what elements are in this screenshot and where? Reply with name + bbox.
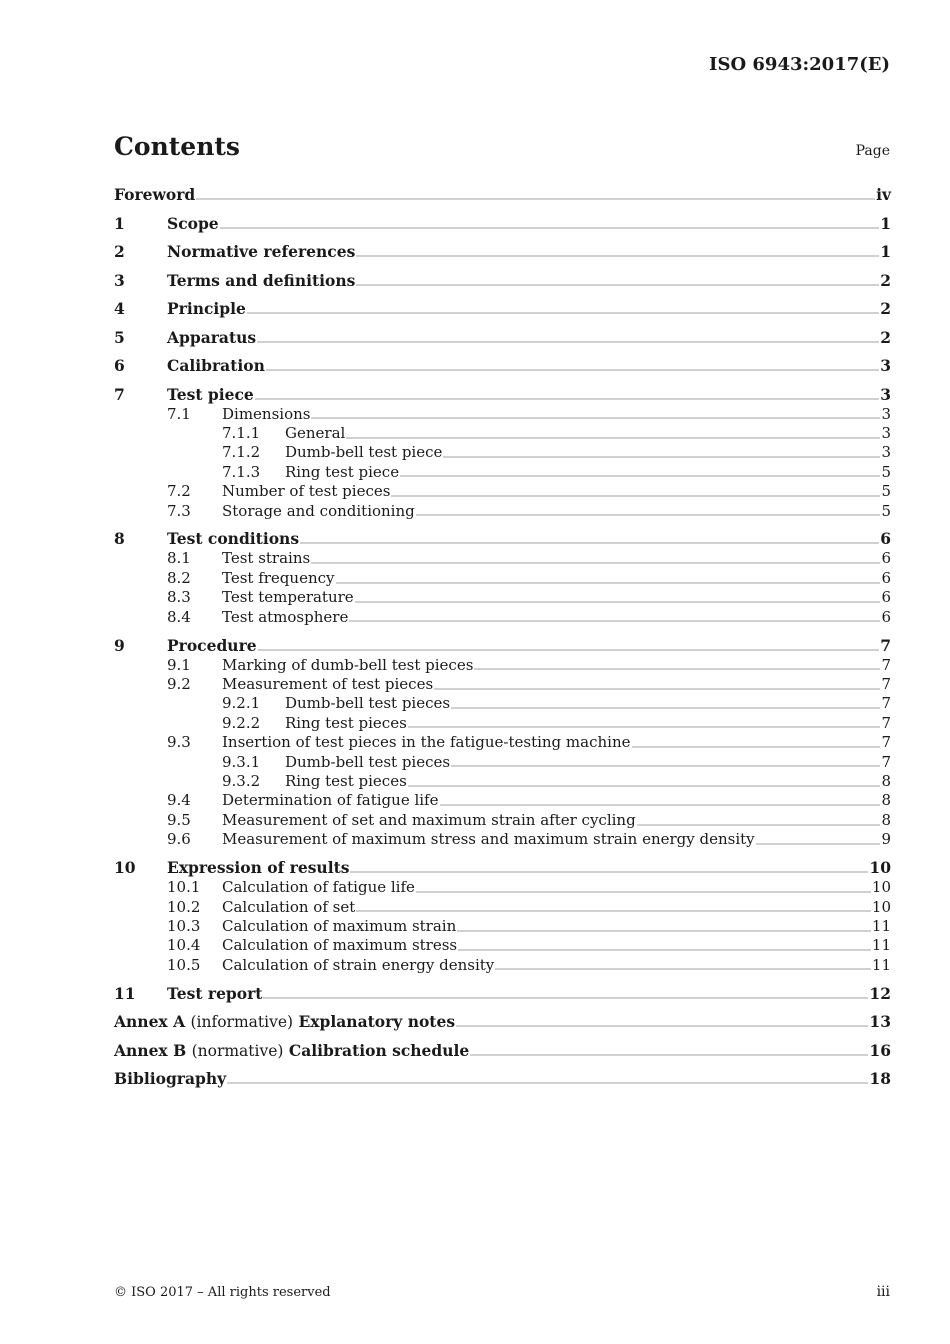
toc-entry-number: 8.3 xyxy=(167,588,191,607)
dot-leader xyxy=(451,764,880,768)
toc-entry[interactable] xyxy=(114,656,891,675)
toc-entry[interactable] xyxy=(114,753,891,772)
toc-entry-page: 5 xyxy=(881,462,891,481)
toc-entry[interactable] xyxy=(114,463,891,482)
toc-entry-title: Calculation of maximum stress xyxy=(222,936,458,955)
toc-entry-title: Test report xyxy=(167,983,263,1003)
toc-entry-number: 9.2.2 xyxy=(222,713,261,732)
dot-leader xyxy=(416,513,881,517)
toc-entry-title: Calculation of set xyxy=(222,897,356,916)
toc-entry-title: Dumb-bell test pieces xyxy=(285,694,451,713)
dot-leader xyxy=(247,311,879,315)
toc-entry-number: 9.3.1 xyxy=(222,752,261,771)
dot-leader xyxy=(311,416,880,420)
annex-label: Annex B xyxy=(114,1040,187,1060)
dot-leader xyxy=(350,870,868,874)
toc-entry-title xyxy=(114,1041,469,1061)
annex-title: Calibration schedule xyxy=(288,1040,470,1060)
dot-leader xyxy=(637,823,881,827)
toc-entry-number: 8.4 xyxy=(167,607,191,626)
toc-entry[interactable] xyxy=(114,1069,891,1089)
toc-entry-page: 7 xyxy=(880,635,891,655)
toc-entry[interactable] xyxy=(114,356,891,376)
dot-leader xyxy=(349,619,880,623)
dot-leader xyxy=(391,494,880,498)
annex-label: Annex A xyxy=(114,1012,186,1032)
toc-entry[interactable] xyxy=(114,299,891,319)
toc-entry-page: 2 xyxy=(880,270,891,290)
toc-entry[interactable] xyxy=(114,675,891,694)
copyright-footer: © ISO 2017 – All rights reserved xyxy=(114,1285,331,1300)
toc-entry-title: Apparatus xyxy=(167,327,257,347)
dot-leader xyxy=(255,397,879,401)
annex-type: (informative) xyxy=(190,1013,294,1032)
toc-entry-title: Ring test pieces xyxy=(285,772,407,790)
toc-entry-page: 16 xyxy=(869,1040,891,1060)
toc-entry-title: Marking of dumb-bell test pieces xyxy=(222,655,474,674)
dot-leader xyxy=(300,541,879,545)
toc-entry[interactable] xyxy=(114,917,891,936)
toc-entry[interactable] xyxy=(114,1012,891,1032)
toc-entry-page: 3 xyxy=(881,404,891,423)
toc-entry-title: Test temperature xyxy=(222,588,354,607)
toc-entry-page: 12 xyxy=(869,983,891,1003)
toc-entry-title: Normative references xyxy=(167,242,356,261)
page-number: iii xyxy=(876,1284,890,1300)
toc-entry-number: 10.1 xyxy=(167,878,201,897)
toc-entry[interactable] xyxy=(114,271,891,291)
toc-entry-number: 9.3 xyxy=(167,733,191,752)
toc-entry-title: Number of test pieces xyxy=(222,482,391,501)
toc-entry-title: Procedure xyxy=(167,635,257,655)
dot-leader xyxy=(400,474,880,478)
toc-entry[interactable] xyxy=(114,811,891,830)
toc-entry[interactable] xyxy=(114,549,891,568)
dot-leader xyxy=(434,687,880,691)
toc-entry-number: 7 xyxy=(114,384,125,404)
toc-entry-number: 3 xyxy=(114,270,125,290)
toc-entry-title: Test frequency xyxy=(222,568,335,587)
toc-entry-title: Ring test piece xyxy=(285,462,400,481)
toc-entry-number: 6 xyxy=(114,356,125,375)
toc-entry-title: Measurement of test pieces xyxy=(222,674,434,693)
toc-entry[interactable] xyxy=(114,405,891,424)
toc-entry-title: Calculation of maximum strain xyxy=(222,916,457,935)
toc-entry-title: Calibration xyxy=(167,356,265,375)
table-of-contents xyxy=(114,185,891,1089)
toc-entry[interactable] xyxy=(114,588,891,607)
annex-title: Explanatory notes xyxy=(298,1012,456,1032)
toc-entry-number: 9.2.1 xyxy=(222,694,261,713)
dot-leader xyxy=(474,667,880,671)
contents-title: Contents xyxy=(114,132,241,161)
dot-leader xyxy=(355,600,881,604)
toc-entry-page: 6 xyxy=(880,529,891,549)
toc-entry-page: 11 xyxy=(871,916,891,935)
toc-entry-title: Test piece xyxy=(167,384,254,404)
toc-entry-title: Scope xyxy=(167,213,219,233)
toc-entry[interactable] xyxy=(114,858,891,878)
toc-entry-title: Dimensions xyxy=(222,404,311,423)
dot-leader xyxy=(408,725,881,729)
toc-entry-title: Bibliography xyxy=(114,1069,227,1089)
toc-entry-number: 8.1 xyxy=(167,549,191,568)
toc-entry-number: 7.1.3 xyxy=(222,462,261,481)
toc-entry-number: 7.1.2 xyxy=(222,443,261,462)
toc-entry-title xyxy=(114,1012,455,1032)
toc-entry-number: 2 xyxy=(114,242,125,261)
toc-entry-page: 3 xyxy=(880,356,891,375)
toc-entry-title: Principle xyxy=(167,299,246,318)
toc-entry-page: 5 xyxy=(881,482,891,501)
toc-entry-number: 7.2 xyxy=(167,482,191,501)
toc-entry-page: 1 xyxy=(880,213,891,233)
toc-entry[interactable] xyxy=(114,328,891,348)
toc-entry-title: Measurement of maximum stress and maximum strain energy density xyxy=(222,830,755,849)
dot-leader xyxy=(408,784,881,788)
toc-entry-page: 6 xyxy=(881,607,891,626)
dot-leader xyxy=(227,1081,868,1085)
dot-leader xyxy=(458,948,871,952)
toc-entry-page: 6 xyxy=(881,549,891,568)
toc-entry-page: 3 xyxy=(881,423,891,442)
toc-entry[interactable] xyxy=(114,984,891,1004)
toc-entry-title: Calculation of strain energy density xyxy=(222,955,495,974)
toc-entry-page: 7 xyxy=(881,694,891,713)
toc-entry[interactable] xyxy=(114,502,891,521)
toc-entry-title: Dumb-bell test piece xyxy=(285,443,443,462)
toc-entry-title: Insertion of test pieces in the fatigue-testing machine xyxy=(222,733,631,752)
toc-entry[interactable] xyxy=(114,956,891,975)
toc-entry-page: 8 xyxy=(881,772,891,790)
dot-leader xyxy=(457,929,871,933)
toc-entry-page: 1 xyxy=(880,242,891,261)
toc-entry-title: Ring test pieces xyxy=(285,713,407,732)
dot-leader xyxy=(451,706,880,710)
toc-entry[interactable] xyxy=(114,714,891,733)
toc-entry-page: 10 xyxy=(871,878,891,897)
toc-entry-number: 9.5 xyxy=(167,810,191,829)
toc-entry-title: Test strains xyxy=(222,549,311,568)
toc-entry[interactable] xyxy=(114,443,891,462)
dot-leader xyxy=(258,648,880,652)
dot-leader xyxy=(632,745,881,749)
toc-entry[interactable] xyxy=(114,482,891,501)
dot-leader xyxy=(356,283,879,287)
toc-entry-number: 10.5 xyxy=(167,955,201,974)
toc-entry-number: 11 xyxy=(114,983,136,1003)
toc-entry-page: 2 xyxy=(880,327,891,347)
toc-entry-number: 9.6 xyxy=(167,830,191,849)
dot-leader xyxy=(356,909,871,913)
toc-entry-title: Dumb-bell test pieces xyxy=(285,752,451,771)
toc-entry-title: Storage and conditioning xyxy=(222,501,415,520)
toc-entry-page: 11 xyxy=(871,936,891,955)
toc-entry[interactable] xyxy=(114,694,891,713)
toc-entry-number: 9.4 xyxy=(167,791,191,810)
toc-entry[interactable] xyxy=(114,608,891,627)
toc-entry-title: Foreword xyxy=(114,185,196,204)
toc-entry[interactable] xyxy=(114,791,891,810)
toc-entry[interactable] xyxy=(114,878,891,897)
toc-entry-page: 7 xyxy=(881,674,891,693)
toc-entry-number: 7.3 xyxy=(167,501,191,520)
toc-entry[interactable] xyxy=(114,185,891,205)
toc-entry-title: Terms and definitions xyxy=(167,270,356,290)
toc-entry-title: Measurement of set and maximum strain after cycling xyxy=(222,810,636,829)
dot-leader xyxy=(346,436,880,440)
toc-entry[interactable] xyxy=(114,936,891,955)
toc-entry-page: 7 xyxy=(881,655,891,674)
dot-leader xyxy=(756,842,881,846)
dot-leader xyxy=(456,1024,868,1028)
toc-entry[interactable] xyxy=(114,830,891,849)
toc-entry[interactable] xyxy=(114,242,891,262)
document-id: ISO 6943:2017(E) xyxy=(709,54,890,75)
toc-entry[interactable] xyxy=(114,898,891,917)
toc-entry-number: 8.2 xyxy=(167,568,191,587)
toc-entry-page: 11 xyxy=(871,955,891,974)
toc-entry-number: 9.1 xyxy=(167,655,191,674)
toc-entry-page: 13 xyxy=(869,1012,891,1032)
dot-leader xyxy=(196,197,875,201)
annex-type: (normative) xyxy=(191,1041,284,1060)
toc-entry-page: 7 xyxy=(881,733,891,752)
toc-entry-title: Test atmosphere xyxy=(222,607,349,626)
toc-entry-page: 3 xyxy=(881,443,891,462)
toc-entry-title: Expression of results xyxy=(167,858,350,878)
toc-entry-page: 10 xyxy=(871,897,891,916)
toc-entry-page: 7 xyxy=(881,713,891,732)
toc-entry-number: 4 xyxy=(114,299,125,318)
toc-entry[interactable] xyxy=(114,636,891,656)
toc-entry-title: Calculation of fatigue life xyxy=(222,878,415,897)
dot-leader xyxy=(336,581,881,585)
dot-leader xyxy=(440,803,881,807)
dot-leader xyxy=(356,254,879,258)
toc-entry-number: 10 xyxy=(114,858,136,878)
toc-entry-number: 10.3 xyxy=(167,916,201,935)
toc-entry-title: Test conditions xyxy=(167,529,300,549)
toc-entry-number: 1 xyxy=(114,213,125,233)
dot-leader xyxy=(416,890,871,894)
toc-entry-page: 6 xyxy=(881,588,891,607)
dot-leader xyxy=(470,1053,868,1057)
toc-entry-number: 10.2 xyxy=(167,897,201,916)
page-column-label: Page xyxy=(855,143,890,159)
toc-entry-page: 8 xyxy=(881,791,891,810)
toc-entry-page: 2 xyxy=(880,299,891,318)
toc-entry[interactable] xyxy=(114,733,891,752)
toc-entry-page: 9 xyxy=(881,830,891,849)
toc-entry-page: 7 xyxy=(881,752,891,771)
dot-leader xyxy=(311,561,880,565)
toc-entry-number: 9.2 xyxy=(167,674,191,693)
toc-entry-page: iv xyxy=(876,185,891,204)
toc-entry[interactable] xyxy=(114,569,891,588)
toc-entry-page: 8 xyxy=(881,810,891,829)
toc-entry-number: 8 xyxy=(114,529,125,549)
dot-leader xyxy=(495,967,871,971)
toc-entry-page: 3 xyxy=(880,384,891,404)
dot-leader xyxy=(443,455,880,459)
toc-entry-number: 5 xyxy=(114,327,125,347)
toc-entry[interactable] xyxy=(114,214,891,234)
toc-entry[interactable] xyxy=(114,772,891,791)
toc-entry-page: 18 xyxy=(869,1069,891,1089)
toc-entry-page: 6 xyxy=(881,568,891,587)
dot-leader xyxy=(257,340,879,344)
dot-leader xyxy=(263,996,868,1000)
toc-entry-page: 5 xyxy=(881,501,891,520)
toc-entry[interactable] xyxy=(114,1041,891,1061)
toc-entry-number: 7.1 xyxy=(167,404,191,423)
toc-entry-number: 10.4 xyxy=(167,936,201,955)
toc-entry-title: Determination of fatigue life xyxy=(222,791,439,810)
toc-entry[interactable] xyxy=(114,424,891,443)
toc-entry[interactable] xyxy=(114,385,891,405)
toc-entry-number: 9.3.2 xyxy=(222,772,261,790)
dot-leader xyxy=(220,226,880,230)
dot-leader xyxy=(266,368,879,372)
toc-entry-number: 7.1.1 xyxy=(222,423,261,442)
toc-entry-number: 9 xyxy=(114,635,125,655)
toc-entry-title: General xyxy=(285,423,346,442)
toc-entry[interactable] xyxy=(114,529,891,549)
toc-entry-page: 10 xyxy=(869,858,891,878)
